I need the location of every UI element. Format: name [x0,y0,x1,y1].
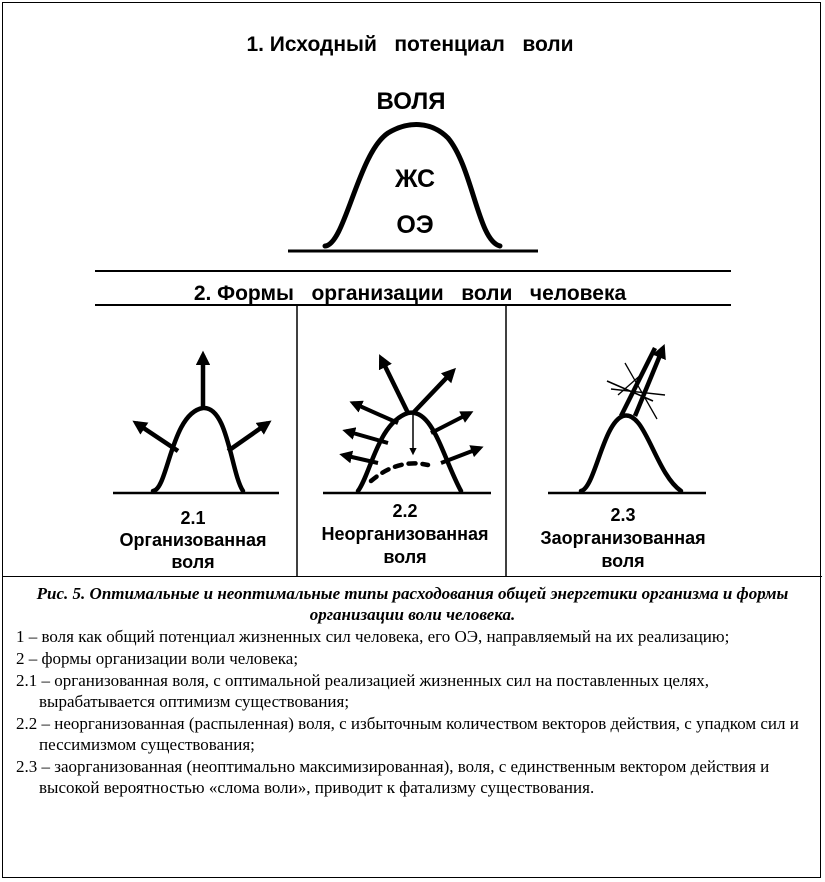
over-organized-will-diagram [548,348,706,493]
panel-2-3-label: Заорганизованная [540,528,706,548]
panel-2-2-label: Неорганизованная [321,524,489,544]
caption-item-2-2: 2.2 – неорганизованная (распыленная) воля, с избыточным количеством векторов действия, с упадком сил и пессимизмом существования; [16,714,799,754]
life-forces-label: ЖС [394,165,436,193]
section2-title: 2. Формы организации воли человека [193,282,627,305]
caption-item-2-1: 2.1 – организованная воля, с оптимальной реализацией жизненных сил на поставленных целях, вырабатывается оптимизм существования; [16,671,710,711]
energy-label: ОЭ [396,211,434,239]
panel-2-1-label: Организованная [119,530,267,550]
panel-2-1-sublabel: воля [171,552,215,572]
caption-item-2-3: 2.3 – заорганизованная (неоптимально максимизированная), воля, с единственным вектором действия и высокой вероятностью «слома воли», приводит к фатализму существования. [16,757,770,797]
will-diagram [3,3,822,576]
section1-title: 1. Исходный потенциал воли [246,33,574,56]
figure-caption [3,583,822,799]
figure-frame [2,2,821,878]
panel-2-2-sublabel: воля [383,547,427,567]
caption-item-1: 1 – воля как общий потенциал жизненных сил человека, его ОЭ, направляемый на их реализацию; [16,627,730,646]
will-label: ВОЛЯ [376,88,446,115]
panel-2-3-sublabel: воля [601,551,645,571]
organized-will-diagram [113,355,279,493]
panel-2-3-number: 2.3 [610,505,636,525]
disorganized-will-diagram [323,358,491,493]
caption-divider [3,576,822,577]
panel-2-2-number: 2.2 [392,501,418,521]
caption-item-2: 2 – формы организации воли человека; [16,649,299,668]
panel-2-1-number: 2.1 [180,508,206,528]
caption-title: Рис. 5. Оптимальные и неоптимальные типы расходования общей энергетики организма и формы организации воли человека. [36,584,789,624]
